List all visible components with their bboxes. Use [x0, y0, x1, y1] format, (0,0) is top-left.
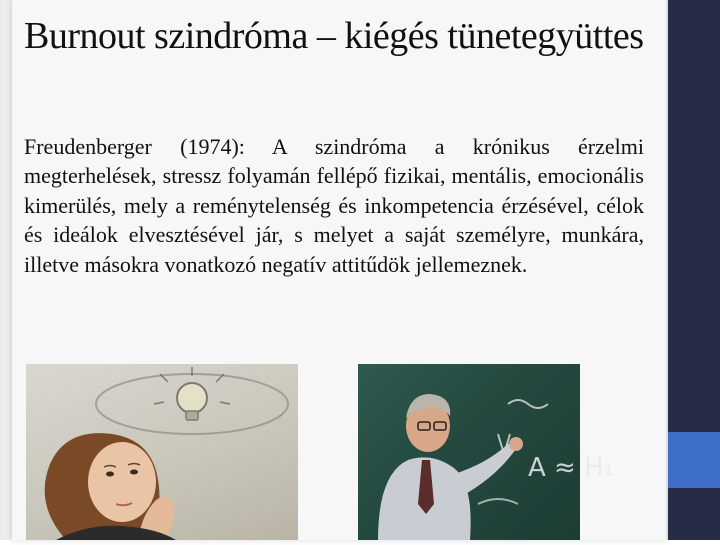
teacher-chalkboard-illustration [358, 364, 615, 540]
slide-title: Burnout szindróma – kiégés tünetegyüttes [24, 15, 644, 57]
teacher-chalkboard-photo [358, 364, 615, 540]
thinking-woman-illustration [26, 364, 298, 540]
thinking-woman-photo [26, 364, 298, 540]
chalk-formula: A ≈ H₁ [528, 453, 615, 483]
accent-bar [668, 432, 720, 488]
slide-body-text: Freudenberger (1974): A szindróma a krónikus érzelmi megterhelések, stressz folyamán fellépő fizikai, mentális, emocionális kimerülés, mely a reménytelenség és inkompetencia érzésével, célok és ideálok elvesztésével jár, s melyet a saját személyre, munkára, illetve másokra vonatkozó negatív attitűdök jellemeznek. [24, 134, 644, 277]
